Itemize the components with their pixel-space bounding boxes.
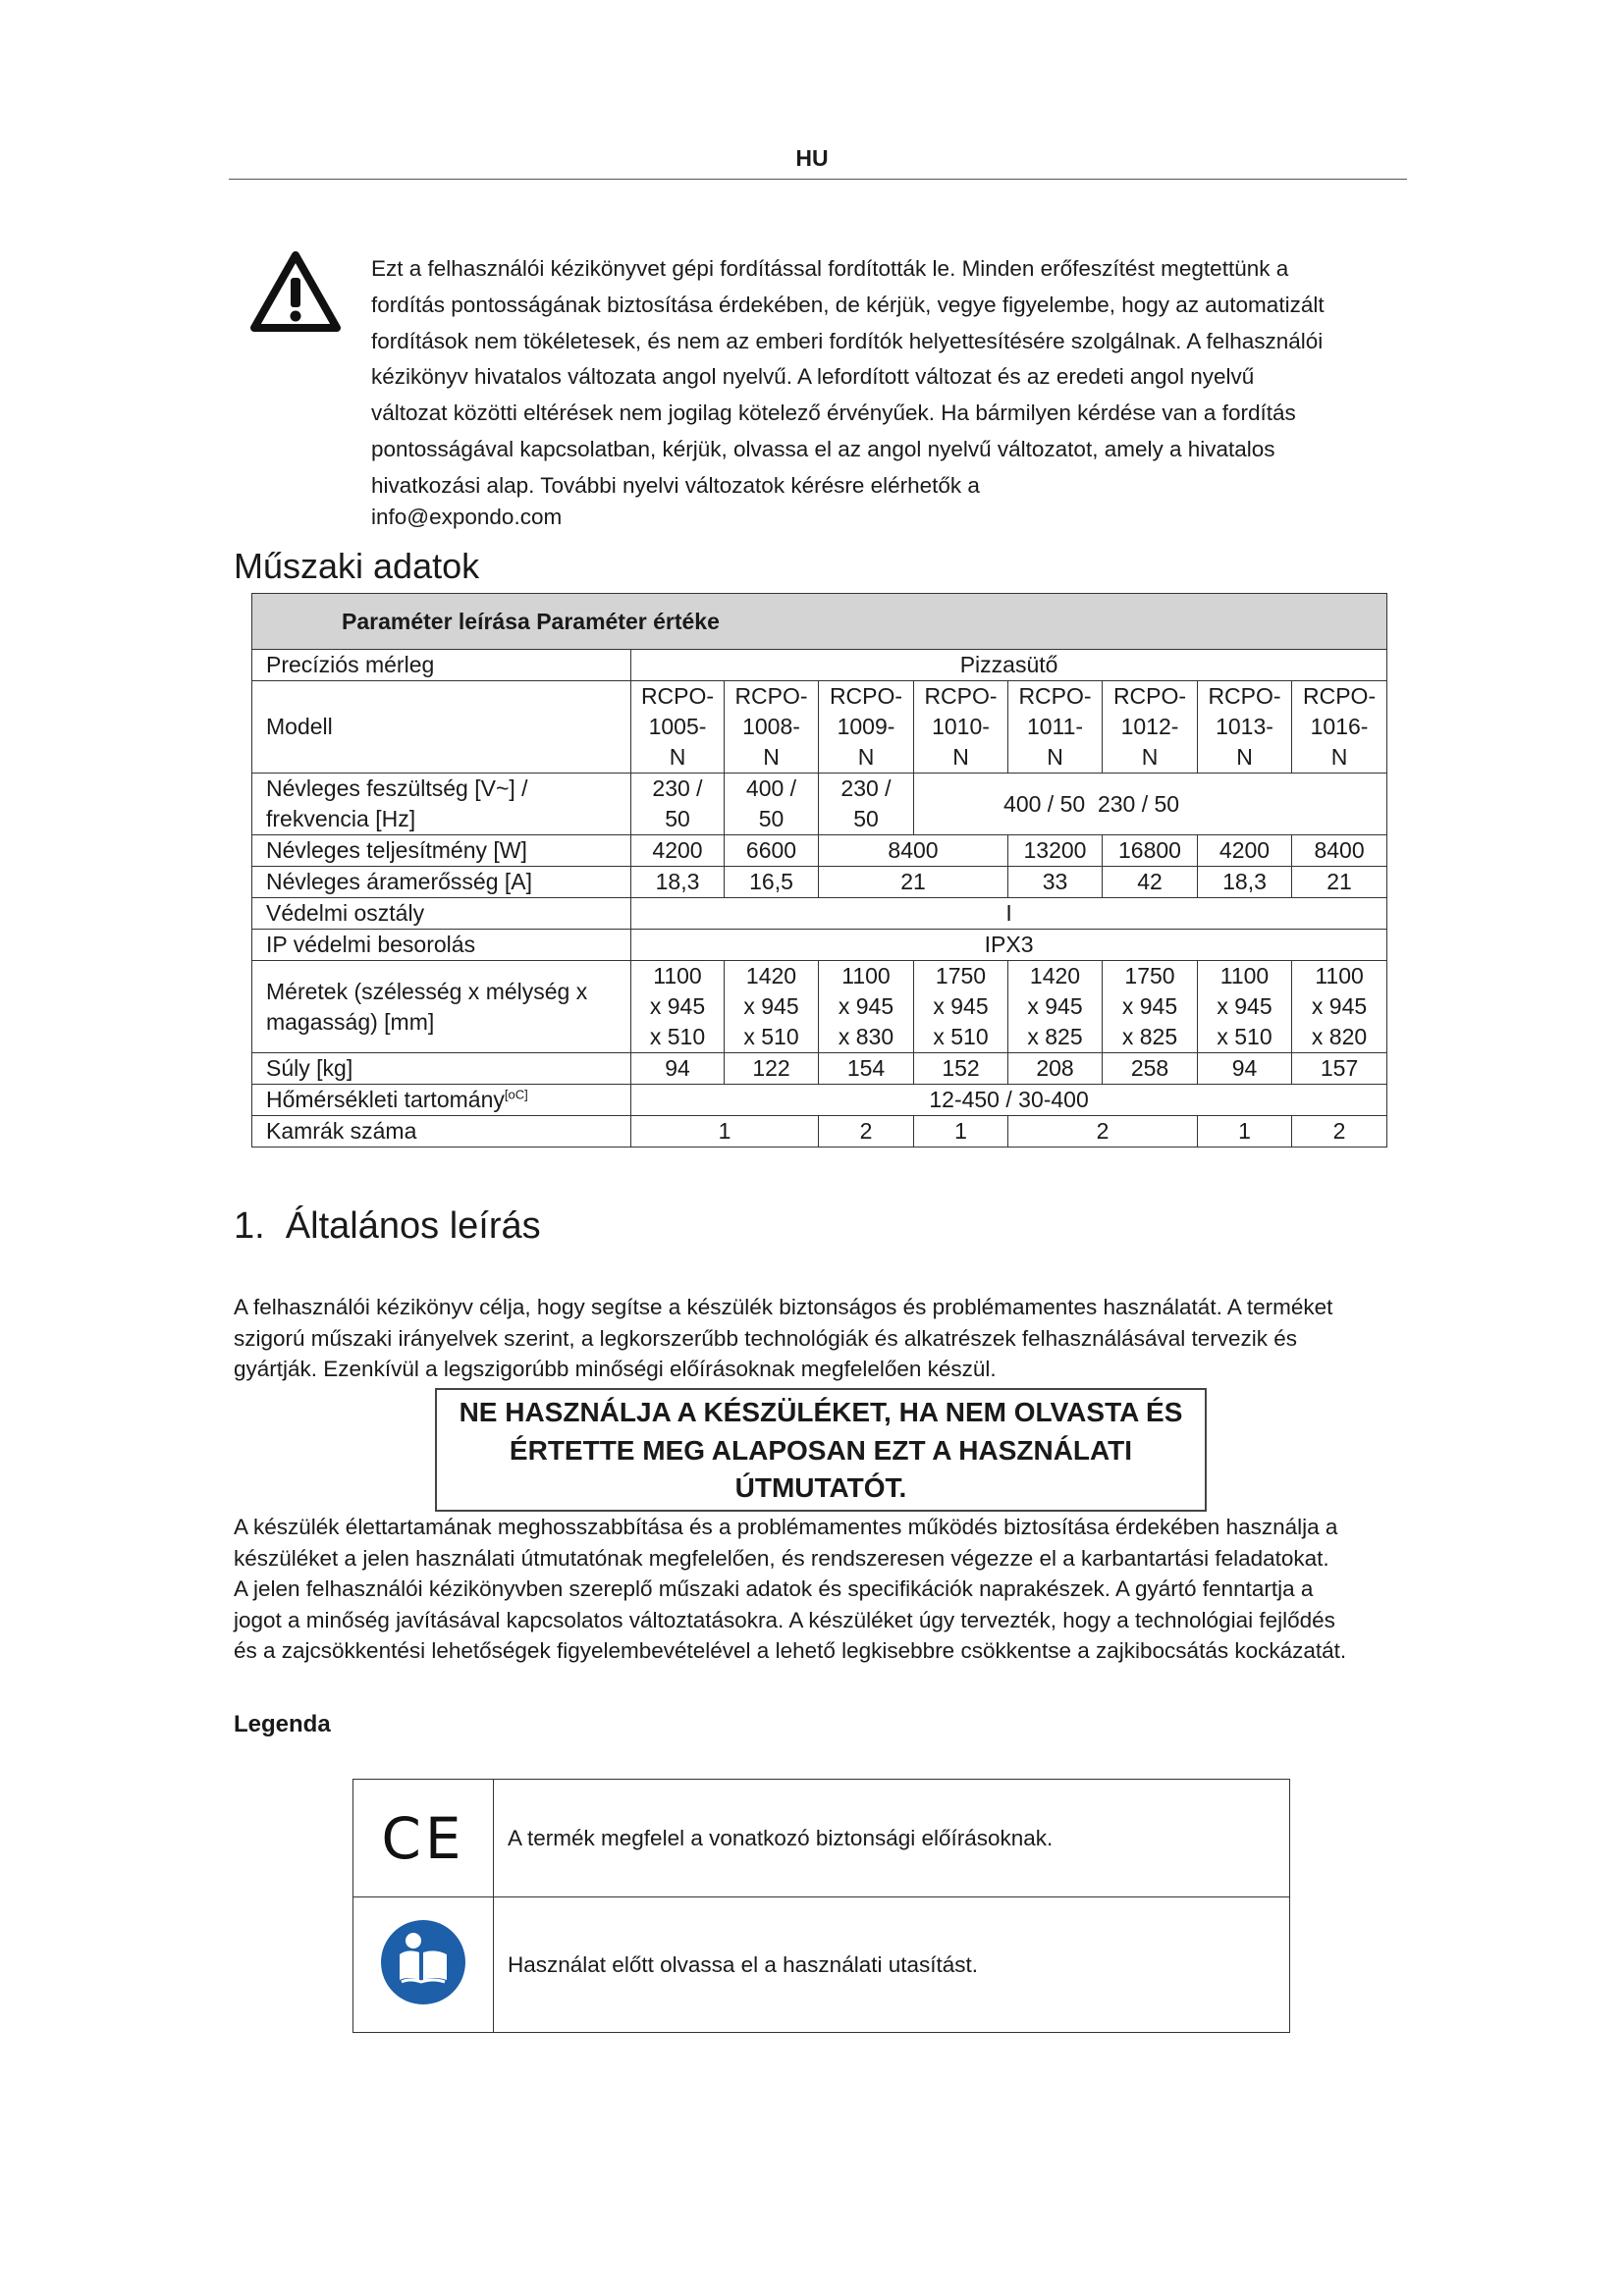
row-label: Súly [kg] bbox=[252, 1053, 631, 1085]
weight-cell: 157 bbox=[1292, 1053, 1387, 1085]
weight-cell: 94 bbox=[1198, 1053, 1292, 1085]
current-cell: 42 bbox=[1103, 867, 1198, 898]
temp-label: Hőmérsékleti tartomány bbox=[266, 1087, 505, 1112]
dimension-line: 1750 bbox=[935, 963, 987, 988]
dimension-line: x 945 bbox=[933, 993, 989, 1019]
legend-text: Használat előtt olvassa el a használati utasítást. bbox=[494, 1897, 1290, 2033]
model-cell bbox=[1103, 681, 1198, 774]
row-label bbox=[252, 1085, 631, 1116]
translation-disclaimer bbox=[371, 251, 1392, 505]
voltage-cell bbox=[631, 774, 725, 835]
row-label bbox=[252, 774, 631, 835]
power-cell: 8400 bbox=[819, 835, 1008, 867]
current-cell: 21 bbox=[1292, 867, 1387, 898]
dimension-line: x 945 bbox=[1217, 993, 1272, 1019]
legend-text: A termék megfelel a vonatkozó biztonsági előírásoknak. bbox=[494, 1780, 1290, 1897]
ip-rating-cell: IPX3 bbox=[631, 930, 1387, 961]
model-line: 1005- bbox=[648, 714, 707, 739]
current-cell: 18,3 bbox=[1198, 867, 1292, 898]
dimension-cell bbox=[1198, 961, 1292, 1053]
disclaimer-line: változat közötti eltérések nem jogilag kötelező érvényűek. Ha bármilyen kérdése van a fordítás bbox=[371, 400, 1296, 426]
model-line: RCPO- bbox=[1208, 683, 1281, 709]
model-cell bbox=[819, 681, 914, 774]
model-cell bbox=[631, 681, 725, 774]
warning-triangle-icon bbox=[250, 250, 341, 333]
temp-unit: [oC] bbox=[504, 1087, 528, 1102]
power-cell: 4200 bbox=[631, 835, 725, 867]
model-line: RCPO- bbox=[829, 683, 903, 709]
legend-title: Legenda bbox=[234, 1711, 331, 1737]
dimension-cell bbox=[1103, 961, 1198, 1053]
model-cell bbox=[1292, 681, 1387, 774]
dimension-line: x 510 bbox=[933, 1024, 989, 1049]
model-cell bbox=[1008, 681, 1103, 774]
voltage-line: 50 bbox=[665, 806, 690, 831]
disclaimer-line: Ezt a felhasználói kézikönyvet gépi fordítással fordították le. Minden erőfeszítést megtettünk a bbox=[371, 256, 1289, 281]
voltage-merged-text: 400 / 50 230 / 50 bbox=[1003, 790, 1180, 817]
dimension-line: 1420 bbox=[745, 963, 797, 988]
model-line: 1016- bbox=[1310, 714, 1369, 739]
voltage-line: 400 / bbox=[745, 775, 797, 801]
weight-cell: 122 bbox=[725, 1053, 819, 1085]
dimension-line: 1100 bbox=[1315, 963, 1364, 988]
notice-line: ÚTMUTATÓT. bbox=[734, 1472, 907, 1503]
dimension-line: x 945 bbox=[743, 993, 799, 1019]
model-line: 1010- bbox=[932, 714, 990, 739]
voltage-line: 230 / bbox=[840, 775, 892, 801]
weight-cell: 94 bbox=[631, 1053, 725, 1085]
model-line: 1011- bbox=[1026, 714, 1084, 739]
dimension-line: x 510 bbox=[1217, 1024, 1272, 1049]
model-line: RCPO- bbox=[924, 683, 998, 709]
protection-class-cell: I bbox=[631, 898, 1387, 930]
model-line: 1009- bbox=[837, 714, 895, 739]
disclaimer-line: fordítások nem tökéletesek, és nem az emberi fordítók helyettesítésére szolgálnak. A felhasználói bbox=[371, 328, 1324, 353]
model-line: 1008- bbox=[742, 714, 800, 739]
model-line: N bbox=[1141, 744, 1159, 770]
chambers-cell: 2 bbox=[1292, 1116, 1387, 1148]
dimension-line: 1750 bbox=[1124, 963, 1175, 988]
disclaimer-line: fordítás pontosságának biztosítása érdekében, de kérjük, vegye figyelembe, hogy az automatizált bbox=[371, 292, 1325, 317]
row-label: Névleges áramerősség [A] bbox=[252, 867, 631, 898]
disclaimer-line: hivatkozási alap. További nyelvi változatok kérésre elérhetők a bbox=[371, 472, 980, 498]
voltage-cell bbox=[819, 774, 914, 835]
notice-line: NE HASZNÁLJA A KÉSZÜLÉKET, HA NEM OLVASTA ÉS bbox=[459, 1397, 1183, 1427]
dimension-line: x 945 bbox=[649, 993, 706, 1019]
specs-title: Műszaki adatok bbox=[234, 546, 480, 586]
model-line: RCPO- bbox=[640, 683, 715, 709]
chambers-cell: 1 bbox=[914, 1116, 1008, 1148]
power-cell: 16800 bbox=[1103, 835, 1198, 867]
dimension-line: x 945 bbox=[838, 993, 894, 1019]
model-line: RCPO- bbox=[1018, 683, 1092, 709]
page-language-header: HU bbox=[795, 145, 829, 171]
dimension-line: x 830 bbox=[838, 1024, 894, 1049]
read-manual-icon bbox=[380, 1919, 466, 2005]
model-line: N bbox=[1236, 744, 1253, 770]
weight-cell: 154 bbox=[819, 1053, 914, 1085]
dimension-cell bbox=[1008, 961, 1103, 1053]
model-line: N bbox=[669, 744, 686, 770]
power-cell: 13200 bbox=[1008, 835, 1103, 867]
chambers-cell: 1 bbox=[631, 1116, 819, 1148]
voltage-line: 50 bbox=[758, 806, 785, 831]
dimension-line: x 945 bbox=[1027, 993, 1083, 1019]
current-cell: 16,5 bbox=[725, 867, 819, 898]
disclaimer-line: pontosságával kapcsolatban, kérjük, olvassa el az angol nyelvű változatot, amely a hivatalos bbox=[371, 436, 1275, 461]
dimension-line: x 510 bbox=[649, 1024, 706, 1049]
dimension-line: x 945 bbox=[1121, 993, 1178, 1019]
specs-table bbox=[251, 593, 1387, 1148]
header-rule bbox=[229, 179, 1407, 180]
current-cell: 18,3 bbox=[631, 867, 725, 898]
model-line: 1012- bbox=[1120, 714, 1179, 739]
dimension-line: 1100 bbox=[841, 963, 891, 988]
ce-mark-icon: CE bbox=[381, 1804, 465, 1872]
voltage-cell bbox=[725, 774, 819, 835]
model-cell bbox=[1198, 681, 1292, 774]
notice-line: ÉRTETTE MEG ALAPOSAN EZT A HASZNÁLATI bbox=[509, 1434, 1133, 1466]
model-line: 1013- bbox=[1216, 714, 1273, 739]
model-line: RCPO- bbox=[1112, 683, 1187, 709]
temperature-cell: 12-450 / 30-400 bbox=[631, 1085, 1387, 1116]
row-label: IP védelmi besorolás bbox=[252, 930, 631, 961]
dimension-line: 1420 bbox=[1029, 963, 1081, 988]
usage-paragraph bbox=[234, 1512, 1424, 1667]
legend-icon-cell bbox=[353, 1897, 494, 2033]
intro-paragraph bbox=[234, 1292, 1424, 1385]
weight-cell: 152 bbox=[914, 1053, 1008, 1085]
legend-table bbox=[352, 1779, 1290, 2033]
row-label: Modell bbox=[252, 681, 631, 774]
model-line: N bbox=[952, 744, 969, 770]
disclaimer-line: kézikönyv hivatalos változata angol nyelvű. A lefordított változat és az eredeti angol nyelvű bbox=[371, 364, 1255, 390]
row-label: Névleges teljesítmény [W] bbox=[252, 835, 631, 867]
paragraph-line: jogot a minőség javításával kapcsolatos változtatásokra. A készüléket úgy tervezték, hogy a technológiai fejlődés bbox=[234, 1607, 1335, 1632]
dimension-cell bbox=[819, 961, 914, 1053]
paragraph-line: és a zajcsökkentési lehetőségek figyelembevételével a lehető legkisebbre csökkentse a zajkibocsátás kockázatát. bbox=[234, 1638, 1347, 1663]
paragraph-line: szigorú műszaki irányelvek szerint, a legkorszerűbb technológiák és alkatrészek felhasználásával tervezik és bbox=[234, 1325, 1298, 1351]
power-cell: 4200 bbox=[1198, 835, 1292, 867]
specs-header-label: Paraméter leírása Paraméter értéke bbox=[342, 608, 720, 634]
dimension-line: 1100 bbox=[1219, 963, 1270, 988]
dimension-cell bbox=[631, 961, 725, 1053]
model-line: N bbox=[763, 744, 780, 770]
voltage-line: 230 / bbox=[652, 775, 703, 801]
paragraph-line: A készülék élettartamának meghosszabbítása és a problémamentes működés biztosítása érdekében használja a bbox=[234, 1515, 1338, 1539]
paragraph-line: A jelen felhasználói kézikönyvben szereplő műszaki adatok és specifikációk naprakészek. A gyártó fenntartja a bbox=[234, 1576, 1314, 1601]
dimension-line: x 825 bbox=[1027, 1024, 1083, 1049]
dimension-cell bbox=[1292, 961, 1387, 1053]
model-line: N bbox=[1047, 744, 1063, 770]
power-cell: 6600 bbox=[725, 835, 819, 867]
voltage-line: 50 bbox=[853, 806, 879, 831]
model-line: N bbox=[1330, 744, 1348, 770]
section-title: 1. Általános leírás bbox=[234, 1205, 541, 1247]
row-label: Precíziós mérleg bbox=[252, 650, 631, 681]
dimension-line: x 510 bbox=[743, 1024, 799, 1049]
row-label-line: Méretek (szélesség x mélység x bbox=[266, 978, 588, 1004]
model-cell bbox=[725, 681, 819, 774]
current-cell: 21 bbox=[819, 867, 1008, 898]
model-line: RCPO- bbox=[734, 683, 808, 709]
weight-cell: 208 bbox=[1008, 1053, 1103, 1085]
model-line: RCPO- bbox=[1303, 683, 1377, 709]
paragraph-line: készüléket a jelen használati útmutatónak megfelelően, és rendszeresen végezze el a karbantartási feladatokat. bbox=[234, 1545, 1329, 1571]
model-line: N bbox=[857, 744, 875, 770]
legend-icon-cell bbox=[353, 1780, 494, 1897]
row-label bbox=[252, 961, 631, 1053]
specs-header bbox=[252, 594, 1387, 650]
model-cell bbox=[914, 681, 1008, 774]
row-label: Kamrák száma bbox=[252, 1116, 631, 1148]
chambers-cell: 2 bbox=[819, 1116, 914, 1148]
row-label-line: magasság) [mm] bbox=[266, 1008, 435, 1035]
row-label: Védelmi osztály bbox=[252, 898, 631, 930]
dimension-cell bbox=[725, 961, 819, 1053]
dimension-line: x 820 bbox=[1311, 1024, 1368, 1049]
product-type-cell: Pizzasütő bbox=[631, 650, 1387, 681]
row-label-line: frekvencia [Hz] bbox=[266, 806, 416, 831]
dimension-line: x 945 bbox=[1311, 993, 1368, 1019]
chambers-cell: 2 bbox=[1008, 1116, 1198, 1148]
dimension-cell bbox=[914, 961, 1008, 1053]
power-cell: 8400 bbox=[1292, 835, 1387, 867]
read-manual-notice bbox=[435, 1388, 1207, 1512]
paragraph-line: gyártják. Ezenkívül a legszigorúbb minőségi előírásoknak megfelelően készül. bbox=[234, 1357, 997, 1381]
chambers-cell: 1 bbox=[1198, 1116, 1292, 1148]
dimension-line: x 825 bbox=[1121, 1024, 1178, 1049]
paragraph-line: A felhasználói kézikönyv célja, hogy segítse a készülék biztonságos és problémamentes használatát. A terméket bbox=[234, 1295, 1333, 1319]
row-label-line: Névleges feszültség [V~] / bbox=[266, 775, 528, 801]
current-cell: 33 bbox=[1008, 867, 1103, 898]
voltage-merged-cell bbox=[914, 774, 1387, 835]
dimension-line: 1100 bbox=[653, 963, 702, 988]
weight-cell: 258 bbox=[1103, 1053, 1198, 1085]
contact-email[interactable]: info@expondo.com bbox=[371, 505, 563, 529]
